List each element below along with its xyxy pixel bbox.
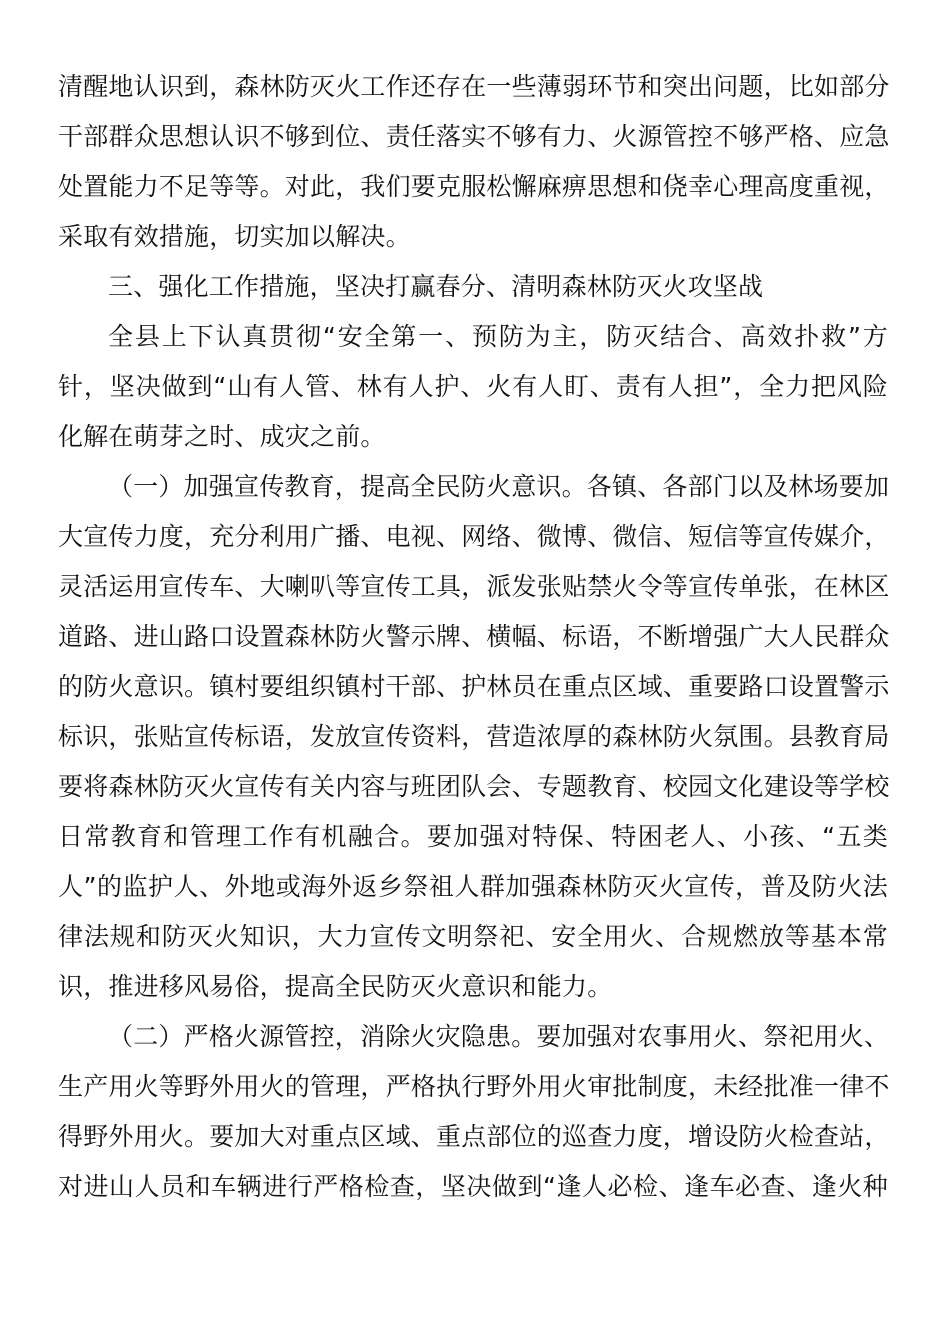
text-line: 的防火意识。镇村要组织镇村干部、护林员在重点区域、重要路口设置警示: [58, 672, 890, 701]
text-line: 识，推进移风易俗，提高全民防灭火意识和能力。: [58, 972, 613, 1001]
subsection-line: （一）加强宣传教育，提高全民防火意识。各镇、各部门以及林场要加: [108, 472, 890, 501]
text-line: 人”的监护人、外地或海外返乡祭祖人群加强森林防灭火宣传，普及防火法: [58, 872, 888, 901]
text-line: 对进山人员和车辆进行严格检查，坚决做到“逢人必检、逢车必查、逢火种: [58, 1172, 888, 1201]
text-line: 标识，张贴宣传标语，发放宣传资料，营造浓厚的森林防火氛围。县教育局: [58, 722, 890, 751]
text-line: 针，坚决做到“山有人管、林有人护、火有人盯、责有人担”，全力把风险: [58, 372, 888, 401]
subsection-line: （二）严格火源管控，消除火灾隐患。要加强对农事用火、祭祀用火、: [108, 1022, 890, 1051]
text-line: 日常教育和管理工作有机融合。要加强对特保、特困老人、小孩、“五类: [58, 822, 888, 851]
text-line: 灵活运用宣传车、大喇叭等宣传工具，派发张贴禁火令等宣传单张，在林区: [58, 572, 890, 601]
text-line: 律法规和防灭火知识，大力宣传文明祭祀、安全用火、合规燃放等基本常: [58, 922, 888, 951]
text-line: 采取有效措施，切实加以解决。: [58, 222, 411, 251]
text-line: 干部群众思想认识不够到位、责任落实不够有力、火源管控不够严格、应急: [58, 122, 890, 151]
text-line: 清醒地认识到，森林防灭火工作还存在一些薄弱环节和突出问题，比如部分: [58, 72, 890, 101]
text-line: 化解在萌芽之时、成灾之前。: [58, 422, 386, 451]
text-line: 得野外用火。要加大对重点区域、重点部位的巡查力度，增设防火检查站，: [58, 1122, 890, 1151]
document-page: [58, 62, 888, 1212]
text-line: 生产用火等野外用火的管理，严格执行野外用火审批制度，未经批准一律不: [58, 1072, 890, 1101]
text-line: 大宣传力度，充分利用广播、电视、网络、微博、微信、短信等宣传媒介，: [58, 522, 890, 551]
section-heading: 三、强化工作措施，坚决打赢春分、清明森林防灭火攻坚战: [108, 272, 764, 301]
text-line: 道路、进山路口设置森林防火警示牌、横幅、标语，不断增强广大人民群众: [58, 622, 890, 651]
text-line: 全县上下认真贯彻“安全第一、预防为主，防灭结合、高效扑救”方: [108, 322, 888, 351]
text-line: 处置能力不足等等。对此，我们要克服松懈麻痹思想和侥幸心理高度重视，: [58, 172, 890, 201]
text-line: 要将森林防灭火宣传有关内容与班团队会、专题教育、校园文化建设等学校: [58, 772, 890, 801]
